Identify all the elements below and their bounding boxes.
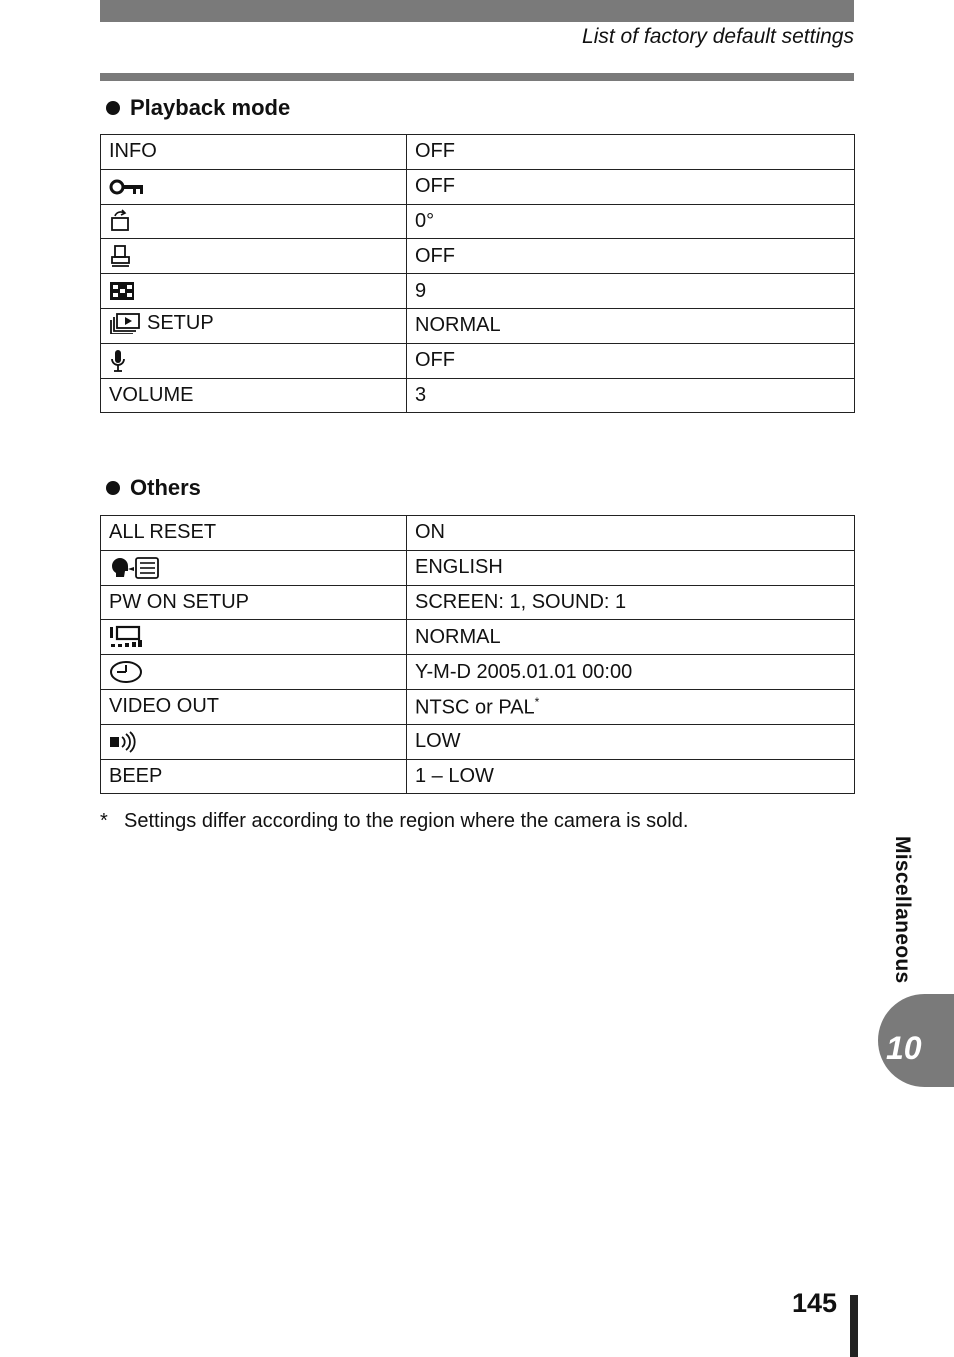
setting-cell xyxy=(101,169,407,204)
footnote xyxy=(100,810,688,833)
setting-cell: BEEP xyxy=(101,759,407,794)
page-number: 145 xyxy=(792,1288,838,1318)
header-top-bar xyxy=(100,0,854,22)
table-row xyxy=(101,516,855,551)
table-row xyxy=(101,343,855,378)
table-row xyxy=(101,378,855,413)
playback-heading-text: Playback mode xyxy=(130,95,291,120)
value-text: NTSC or PAL xyxy=(415,696,535,719)
table-row xyxy=(101,620,855,655)
setting-cell: ALL RESET xyxy=(101,516,407,551)
chapter-side-label: Miscellaneous xyxy=(891,836,914,984)
setting-cell xyxy=(101,550,407,585)
chapter-number: 10 xyxy=(886,1030,922,1066)
table-row xyxy=(101,239,855,274)
others-heading-text: Others xyxy=(130,475,201,500)
setting-cell: VIDEO OUT xyxy=(101,689,407,724)
value-cell: 9 xyxy=(407,274,855,309)
setting-cell xyxy=(101,724,407,759)
bullet-icon xyxy=(106,101,120,115)
value-cell xyxy=(407,689,855,724)
setting-cell xyxy=(101,620,407,655)
microphone-icon xyxy=(109,349,127,373)
setting-cell: PW ON SETUP xyxy=(101,585,407,620)
table-row xyxy=(101,274,855,309)
setting-cell: INFO xyxy=(101,135,407,170)
table-row xyxy=(101,585,855,620)
table-row xyxy=(101,308,855,343)
table-row xyxy=(101,655,855,690)
value-cell: OFF xyxy=(407,239,855,274)
value-cell: ENGLISH xyxy=(407,550,855,585)
value-cell: ON xyxy=(407,516,855,551)
footnote-text: Settings differ according to the region where the camera is sold. xyxy=(124,810,689,832)
table-row xyxy=(101,759,855,794)
setting-cell xyxy=(101,239,407,274)
print-reserve-icon xyxy=(109,244,133,268)
setting-cell xyxy=(101,343,407,378)
page-number-bar xyxy=(850,1295,858,1357)
setting-cell xyxy=(101,655,407,690)
value-cell: LOW xyxy=(407,724,855,759)
table-row xyxy=(101,135,855,170)
monitor-brightness-icon xyxy=(109,625,143,649)
footnote-mark: * xyxy=(100,810,108,832)
value-cell: SCREEN: 1, SOUND: 1 xyxy=(407,585,855,620)
slideshow-icon xyxy=(109,312,141,334)
table-row xyxy=(101,689,855,724)
value-cell: OFF xyxy=(407,343,855,378)
value-cell: OFF xyxy=(407,135,855,170)
value-cell: NORMAL xyxy=(407,308,855,343)
volume-speaker-icon xyxy=(109,731,139,753)
setting-cell: VOLUME xyxy=(101,378,407,413)
language-icon xyxy=(109,556,161,580)
value-cell: 1 – LOW xyxy=(407,759,855,794)
value-cell: Y-M-D 2005.01.01 00:00 xyxy=(407,655,855,690)
clock-icon xyxy=(109,660,143,684)
setting-cell xyxy=(101,204,407,239)
table-row xyxy=(101,550,855,585)
rotate-icon xyxy=(109,209,133,233)
setting-cell xyxy=(101,308,407,343)
others-heading xyxy=(106,475,201,501)
table-row xyxy=(101,169,855,204)
header-rule xyxy=(100,73,854,81)
table-row xyxy=(101,204,855,239)
value-cell: 3 xyxy=(407,378,855,413)
playback-heading xyxy=(106,95,290,121)
footnote-mark: * xyxy=(534,694,540,709)
value-cell: NORMAL xyxy=(407,620,855,655)
protect-key-icon xyxy=(109,178,145,196)
index-display-icon xyxy=(109,281,135,301)
page-header-title: List of factory default settings xyxy=(582,25,854,48)
value-cell: OFF xyxy=(407,169,855,204)
setting-cell xyxy=(101,274,407,309)
others-table xyxy=(100,515,855,794)
playback-table xyxy=(100,134,855,413)
table-row xyxy=(101,724,855,759)
bullet-icon xyxy=(106,481,120,495)
setting-label: SETUP xyxy=(147,311,214,334)
value-cell: 0° xyxy=(407,204,855,239)
